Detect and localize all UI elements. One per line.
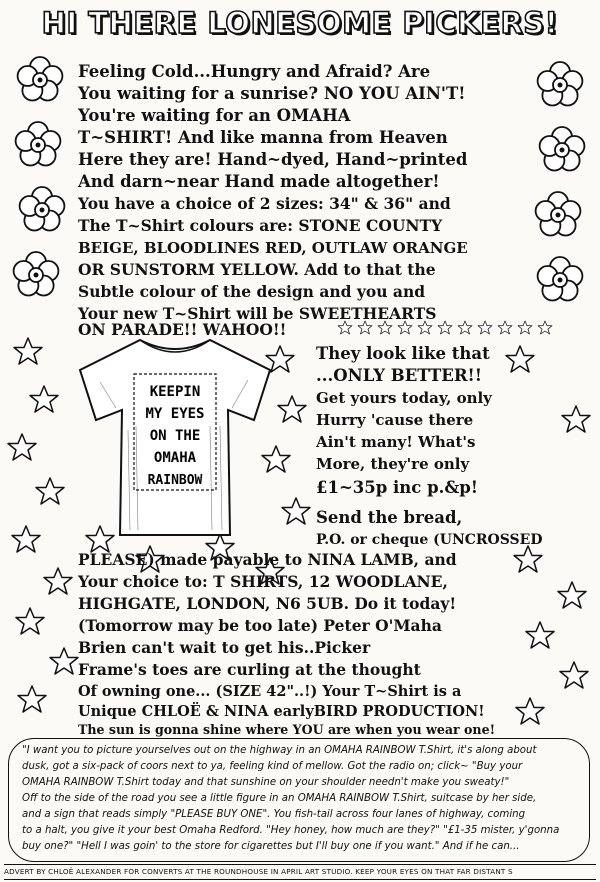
- side-line: Ain't many! What's: [316, 433, 476, 451]
- body-line: You waiting for a sunrise? NO YOU AIN'T!: [78, 84, 466, 103]
- quote-line: to a halt, you give it your best Omaha Redford. "Hey honey, how much are they?" "£1-35 mister, y'gonna: [22, 825, 560, 836]
- lower-line: PLEASE) made payable to NINA LAMB, and: [78, 550, 457, 569]
- body-line: Subtle colour of the design and you and: [78, 282, 426, 301]
- lower-line: Frame's toes are curling at the thought: [78, 660, 421, 679]
- shirt-text-line: OMAHA: [153, 450, 197, 466]
- lower-line: Of owning one... (SIZE 42"..!) Your T~Shirt is a: [78, 683, 462, 700]
- quote-line: buy one?" "Hell I was goin' to the store for cigarettes but I'll buy one if you want." And if he can...: [22, 841, 520, 852]
- lower-line: The sun is gonna shine where YOU are when you wear one!: [78, 722, 496, 737]
- body-line: And darn~near Hand made altogether!: [78, 172, 440, 191]
- side-line: Send the bread,: [316, 508, 463, 527]
- lower-line: Your choice to: T SHIRTS, 12 WOODLANE,: [78, 572, 448, 591]
- side-line: P.O. or cheque (UNCROSSED: [316, 532, 543, 548]
- lower-line: Brien can't wait to get his..Picker: [78, 638, 371, 657]
- shirt-text-line: MY EYES: [145, 406, 205, 422]
- body-line: The T~Shirt colours are: STONE COUNTY: [78, 216, 443, 235]
- quote-line: OMAHA RAINBOW T.Shirt today and that sunshine on your shoulder needn't make you sweaty!": [22, 777, 510, 788]
- side-line: More, they're only: [316, 455, 470, 473]
- page-title: HI THERE LONESOME PICKERS!: [41, 6, 559, 40]
- side-line: They look like that: [316, 344, 490, 363]
- side-line: ...ONLY BETTER!!: [316, 366, 483, 385]
- side-line: Hurry 'cause there: [316, 411, 474, 429]
- shirt-text-line: RAINBOW: [147, 473, 203, 488]
- body-line: T~SHIRT! And like manna from Heaven: [78, 128, 448, 147]
- shirt-text-line: ON THE: [149, 428, 201, 444]
- t-shirt-illustration: [70, 330, 280, 540]
- body-line: You have a choice of 2 sizes: 34" & 36" and: [78, 194, 451, 213]
- body-line: Feeling Cold...Hungry and Afraid? Are: [78, 62, 431, 81]
- body-line: BEIGE, BLOODLINES RED, OUTLAW ORANGE: [78, 239, 468, 257]
- quote-line: "I want you to picture yourselves out on the highway in an OMAHA RAINBOW T.Shirt, it's along about: [22, 745, 537, 756]
- lower-line: (Tomorrow may be too late) Peter O'Maha: [78, 616, 442, 635]
- body-line: You're waiting for an OMAHA: [78, 106, 351, 125]
- lower-line: Unique CHLOË & NINA earlyBIRD PRODUCTION!: [78, 703, 485, 720]
- quote-line: dusk, got a six-pack of coors next to ya, feeling kind of mellow. Got the radio on; click~ "Buy your: [22, 761, 523, 772]
- shirt-text-line: KEEPIN: [149, 384, 201, 400]
- side-line: Get yours today, only: [316, 389, 492, 407]
- lower-line: HIGHGATE, LONDON, N6 5UB. Do it today!: [78, 594, 457, 613]
- body-line: OR SUNSTORM YELLOW. Add to that the: [78, 260, 436, 279]
- body-line: ON PARADE!! WAHOO!!: [78, 320, 287, 339]
- price-line: £1~35p inc p.&p!: [316, 478, 479, 497]
- body-line: Here they are! Hand~dyed, Hand~printed: [78, 150, 468, 169]
- footer-credit: ADVERT BY CHLOË ALEXANDER FOR CONVERTS AT THE ROUNDHOUSE IN APRIL ART STUDIO. KEEP YOUR EYES ON THAT FAR DISTANT S: [4, 864, 596, 880]
- quote-line: and a sign that reads simply "PLEASE BUY ONE". You fish-tail across four lanes of highway, coming: [22, 809, 526, 820]
- quote-line: Off to the side of the road you see a little figure in an OMAHA RAINBOW T.Shirt, suitcase by her side,: [22, 793, 537, 804]
- body-line: Your new T~Shirt will be SWEETHEARTS: [78, 304, 437, 323]
